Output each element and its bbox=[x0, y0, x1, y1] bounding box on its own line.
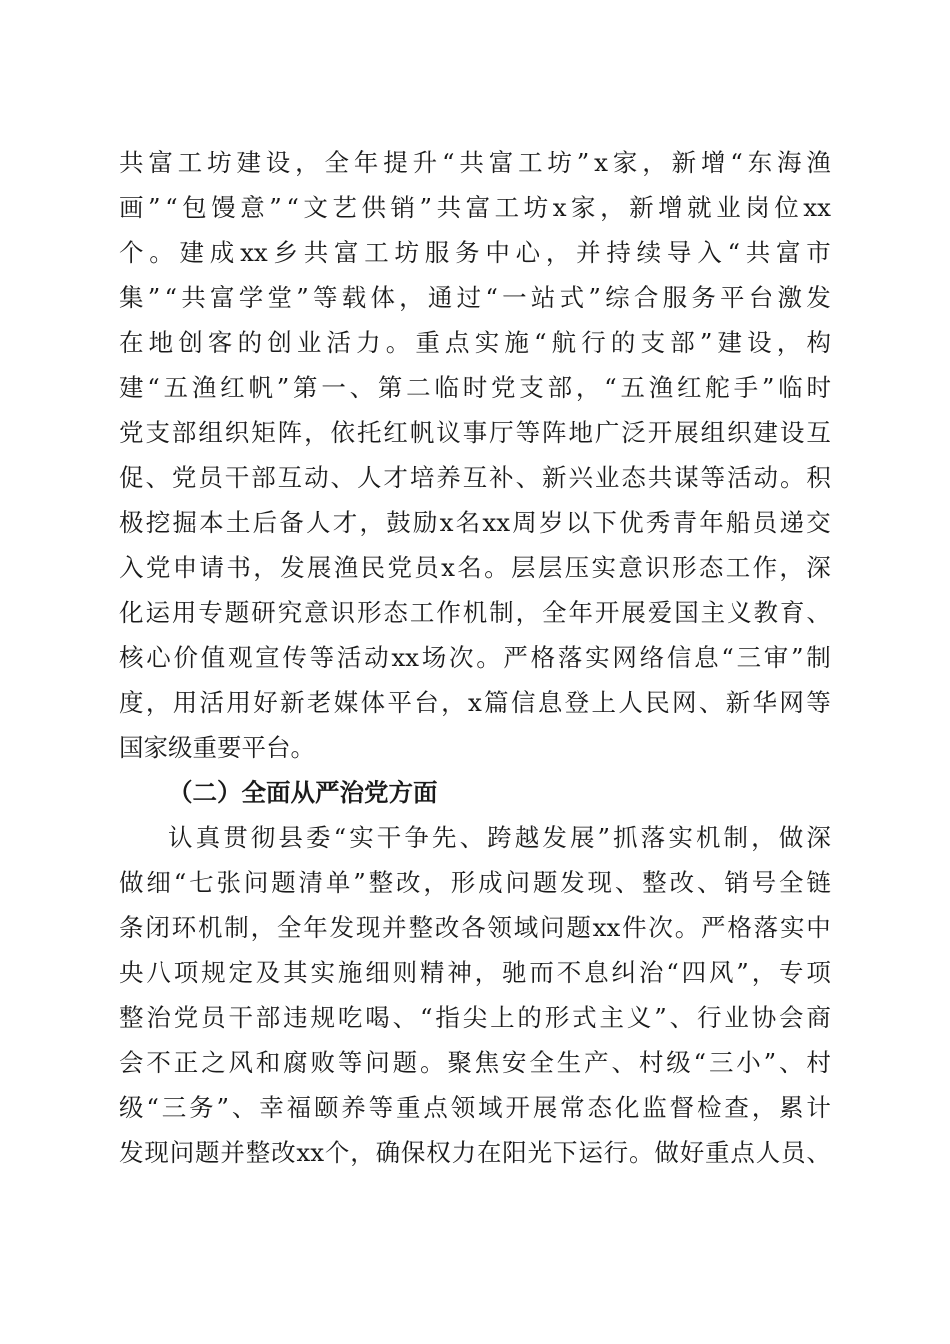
paragraph-line: 化 运 用 专 题 研 究 意 识 形 态 工 作 机 制 ， 全 年 开 展 爱 国 主 义 教 育 、 bbox=[119, 598, 831, 627]
section-heading: （二）全面从严治党方面 bbox=[168, 778, 438, 807]
paragraph-line: 发 现 问 题 并 整 改 xx 个 ， 确 保 权 力 在 阳 光 下 运 行 。 做 好 重 点 人 员 、 bbox=[119, 1138, 831, 1167]
paragraph-1 bbox=[119, 140, 831, 770]
paragraph-line: 央 八 项 规 定 及 其 实 施 细 则 精 神 ， 驰 而 不 息 纠 治 “ 四 风 ” ， 专 项 bbox=[119, 958, 831, 987]
paragraph-2 bbox=[119, 815, 831, 1175]
paragraph-line: 入 党 申 请 书 ， 发 展 渔 民 党 员 x 名 。 层 层 压 实 意 识 形 态 工 作 ， 深 bbox=[119, 553, 831, 582]
paragraph-line: 会 不 正 之 风 和 腐 败 等 问 题 。 聚 焦 安 全 生 产 、 村 级 “ 三 小 ” 、 村 bbox=[119, 1048, 831, 1077]
paragraph-line: 建 “ 五 渔 红 帆 ” 第 一 、 第 二 临 时 党 支 部 ， “ 五 渔 红 舵 手 ” 临 时 bbox=[119, 373, 831, 402]
paragraph-line: 个 。 建 成 xx 乡 共 富 工 坊 服 务 中 心 ， 并 持 续 导 入 “ 共 富 市 bbox=[119, 238, 831, 267]
paragraph-line: 条 闭 环 机 制 ， 全 年 发 现 并 整 改 各 领 域 问 题 xx 件 次 。 严 格 落 实 中 bbox=[119, 913, 831, 942]
paragraph-line: 核 心 价 值 观 宣 传 等 活 动 xx 场 次 。 严 格 落 实 网 络 信 息 “ 三 审 ” 制 bbox=[119, 643, 831, 672]
paragraph-line: 画 ” “ 包 馒 意 ” “ 文 艺 供 销 ” 共 富 工 坊 x 家 ， 新 增 就 业 岗 位 xx bbox=[119, 193, 831, 222]
paragraph-line: 做 细 “ 七 张 问 题 清 单 ” 整 改 ， 形 成 问 题 发 现 、 整 改 、 销 号 全 链 bbox=[119, 868, 831, 897]
paragraph-line: 国家级重要平台。 bbox=[119, 733, 315, 762]
paragraph-line: 促 、 党 员 干 部 互 动 、 人 才 培 养 互 补 、 新 兴 业 态 共 谋 等 活 动 。 积 bbox=[119, 463, 831, 492]
paragraph-line: 度 ， 用 活 用 好 新 老 媒 体 平 台 ， x 篇 信 息 登 上 人 民 网 、 新 华 网 等 bbox=[119, 688, 831, 717]
paragraph-line: 共 富 工 坊 建 设 ， 全 年 提 升 “ 共 富 工 坊 ” x 家 ， 新 增 “ 东 海 渔 bbox=[119, 148, 831, 177]
paragraph-line: 级 “ 三 务 ” 、 幸 福 颐 养 等 重 点 领 域 开 展 常 态 化 监 督 检 查 ， 累 计 bbox=[119, 1093, 831, 1122]
paragraph-line: 认 真 贯 彻 县 委 “ 实 干 争 先 、 跨 越 发 展 ” 抓 落 实 机 制 ， 做 深 bbox=[168, 823, 831, 852]
paragraph-line: 极 挖 掘 本 土 后 备 人 才 ， 鼓 励 x 名 xx 周 岁 以 下 优 秀 青 年 船 员 递 交 bbox=[119, 508, 831, 537]
paragraph-line: 整 治 党 员 干 部 违 规 吃 喝 、 “ 指 尖 上 的 形 式 主 义 ” 、 行 业 协 会 商 bbox=[119, 1003, 831, 1032]
paragraph-line: 在 地 创 客 的 创 业 活 力 。 重 点 实 施 “ 航 行 的 支 部 ” 建 设 ， 构 bbox=[119, 328, 831, 357]
paragraph-line: 党 支 部 组 织 矩 阵 ， 依 托 红 帆 议 事 厅 等 阵 地 广 泛 开 展 组 织 建 设 互 bbox=[119, 418, 831, 447]
paragraph-line: 集 ” “ 共 富 学 堂 ” 等 载 体 ， 通 过 “ 一 站 式 ” 综 合 服 务 平 台 激 发 bbox=[119, 283, 831, 312]
document-body bbox=[119, 140, 831, 1175]
